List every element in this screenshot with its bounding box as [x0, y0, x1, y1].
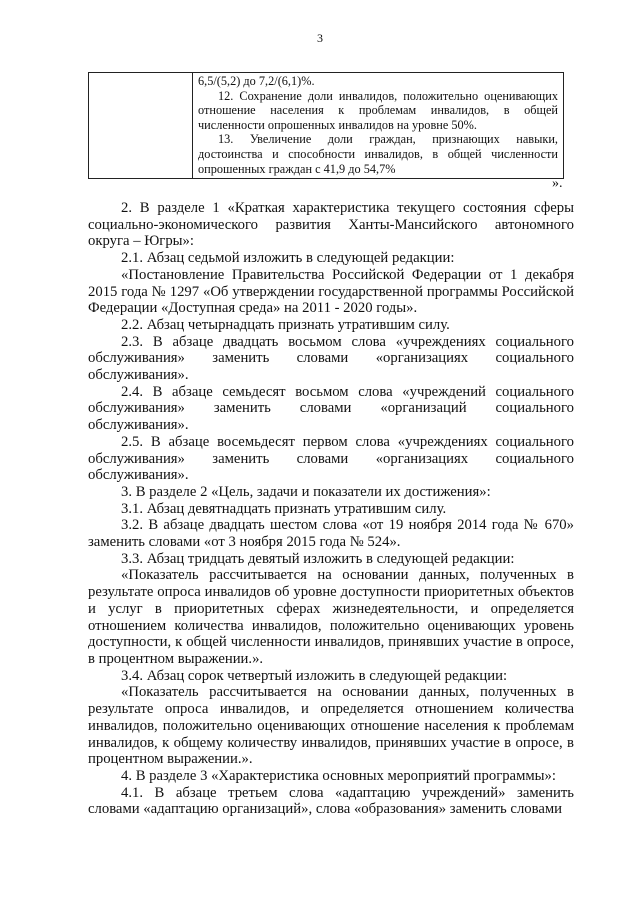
page-number: 3 — [317, 31, 323, 45]
paragraph: «Постановление Правительства Российской Федерации от 1 декабря 2015 года № 1297 «Об утверждении государственной программы Российской Федерации «Доступная среда» на 2011 - 2020 годы». — [88, 266, 574, 317]
table-line: 13. Увеличение доли граждан, признающих навыки, достоинства и способности инвалидов, в общей численности опрошенных граждан с 41,9 до 54,7% — [198, 132, 558, 176]
paragraph: «Показатель рассчитывается на основании данных, полученных в результате опроса инвалидов об уровне доступности приоритетных объектов и услуг в приоритетных сферах жизнедеятельности, и определяется отношением количества инвалидов, положительно оценивающих уровень доступности, к общей численности инвалидов, принявших участие в опросе, в процентном выражении.». — [88, 567, 574, 667]
paragraph: 3.2. В абзаце двадцать шестом слова «от 19 ноября 2014 года № 670» заменить словами «от 3 ноября 2015 года № 524». — [88, 517, 574, 551]
table-left-cell — [89, 73, 193, 178]
paragraph: 3. В разделе 2 «Цель, задачи и показатели их достижения»: — [121, 483, 491, 500]
document-body — [88, 200, 574, 818]
closing-quote: ». — [552, 176, 563, 191]
paragraph: 2. В разделе 1 «Краткая характеристика текущего состояния сферы социально-экономического развития Ханты-Мансийского автономного округа – Югры»: — [88, 200, 574, 250]
table-right-cell — [193, 73, 563, 178]
paragraph: 4. В разделе 3 «Характеристика основных мероприятий программы»: — [121, 767, 556, 784]
paragraph: 2.2. Абзац четырнадцать признать утратившим силу. — [121, 316, 450, 333]
paragraph: 4.1. В абзаце третьем слова «адаптацию учреждений» заменить словами «адаптацию организаций», слова «образования» заменить словами — [88, 784, 574, 818]
paragraph: 2.4. В абзаце семьдесят восьмом слова «учреждений социального обслуживания» заменить словами «организаций социального обслуживания». — [88, 383, 574, 434]
paragraph: 3.4. Абзац сорок четвертый изложить в следующей редакции: — [121, 667, 508, 684]
paragraph: 3.3. Абзац тридцать девятый изложить в следующей редакции: — [121, 550, 515, 567]
indicator-table — [88, 72, 564, 179]
paragraph: 2.5. В абзаце восемьдесят первом слова «учреждениях социального обслуживания» заменить словами «организациях социального обслуживания». — [88, 433, 574, 484]
table-line: 12. Сохранение доли инвалидов, положительно оценивающих отношение населения к проблемам инвалидов, в общей численности опрошенных инвалидов на уровне 50%. — [198, 88, 558, 132]
table-line: 6,5/(5,2) до 7,2/(6,1)%. — [198, 74, 315, 88]
paragraph: 2.3. В абзаце двадцать восьмом слова «учреждениях социального обслуживания» заменить словами «организациях социального обслуживания». — [88, 333, 574, 384]
paragraph: 2.1. Абзац седьмой изложить в следующей редакции: — [121, 250, 455, 267]
paragraph: «Показатель рассчитывается на основании данных, полученных в результате опроса инвалидов, и определяется отношением количества инвалидов, положительно оценивающих отношение населения к проблемам инвалидов, к общему количеству инвалидов, принявших участие в опросе, в процентном выражении.». — [88, 684, 574, 768]
paragraph: 3.1. Абзац девятнадцать признать утратившим силу. — [121, 500, 447, 517]
